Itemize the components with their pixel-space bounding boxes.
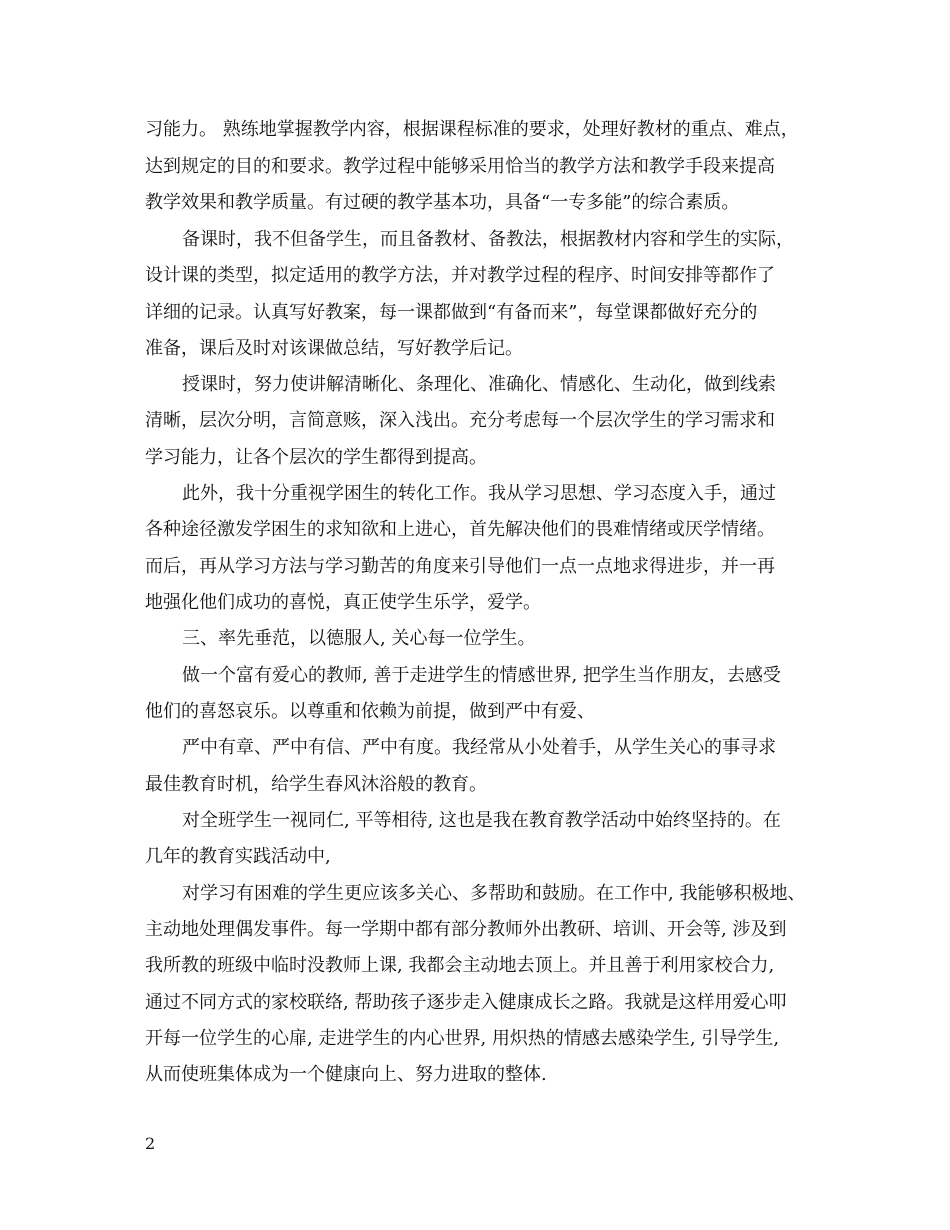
page-number: 2 [145,1134,156,1153]
paragraph-first-line: 做一个富有爱心的教师, 善于走进学生的情感世界, 把学生当作朋友，去感受 [182,665,781,686]
text-line: 主动地处理偶发事件。每一学期中都有部分教师外出教研、培训、开会等, 涉及到 [145,919,787,940]
text-line: 几年的教育实践活动中, [145,846,331,867]
text-line: 各种途径激发学困生的求知欲和上进心，首先解决他们的畏难情绪或厌学情绪。 [145,519,775,540]
paragraph-first-line: 严中有章、严中有信、严中有度。我经常从小处着手，从学生关心的事寻求 [182,737,776,758]
text-line: 习能力。 熟练地掌握教学内容，根据课程标准的要求，处理好教材的重点、难点， [145,119,799,140]
text-line: 开每一位学生的心扉, 走进学生的内心世界, 用炽热的情感去感染学生, 引导学生, [145,1028,780,1049]
text-line: 我所教的班级中临时没教师上课, 我都会主动地去顶上。并且善于利用家校合力, [145,955,775,976]
section-heading: 三、率先垂范，以德服人, 关心每一位学生。 [182,628,536,649]
paragraph-first-line: 此外，我十分重视学困生的转化工作。我从学习思想、学习态度入手，通过 [182,483,776,504]
text-line: 地强化他们成功的喜悦，真正使学生乐学，爱学。 [145,592,541,613]
text-line: 准备，课后及时对该课做总结，写好教学后记。 [145,338,523,359]
text-line: 通过不同方式的家校联络, 帮助孩子逐步走入健康成长之路。我就是这样用爱心叩 [145,992,787,1013]
text-line: 详细的记录。认真写好教案，每一课都做到“有备而来”，每堂课都做好充分的 [145,302,758,323]
text-line: 而后，再从学习方法与学习勤苦的角度来引导他们一点一点地求得进步，并一再 [145,556,775,577]
text-line: 学习能力，让各个层次的学生都得到提高。 [145,447,487,468]
text-line: 最佳教育时机，给学生春风沐浴般的教育。 [145,774,487,795]
paragraph-first-line: 对学习有困难的学生更应该多关心、多帮助和鼓励。在工作中, 我能够积极地、 [182,883,806,904]
text-line: 教学效果和教学质量。有过硬的教学基本功，具备“一专多能”的综合素质。 [145,192,740,213]
paragraph-first-line: 备课时，我不但备学生，而且备教材、备教法，根据教材内容和学生的实际， [182,229,794,250]
text-line: 清晰，层次分明，言简意赅，深入浅出。充分考虑每一个层次学生的学习需求和 [145,410,775,431]
text-line: 达到规定的目的和要求。教学过程中能够采用恰当的教学方法和教学手段来提高 [145,156,775,177]
paragraph-first-line: 对全班学生一视同仁, 平等相待, 这也是我在教育教学活动中始终坚持的。在 [182,810,781,831]
text-line: 他们的喜怒哀乐。以尊重和依赖为前提，做到严中有爱、 [145,701,595,722]
text-line: 设计课的类型，拟定适用的教学方法，并对教学过程的程序、时间安排等都作了 [145,265,775,286]
paragraph-first-line: 授课时，努力使讲解清晰化、条理化、准确化、情感化、生动化，做到线索 [182,374,776,395]
text-line: 从而使班集体成为一个健康向上、努力进取的整体. [145,1064,547,1085]
